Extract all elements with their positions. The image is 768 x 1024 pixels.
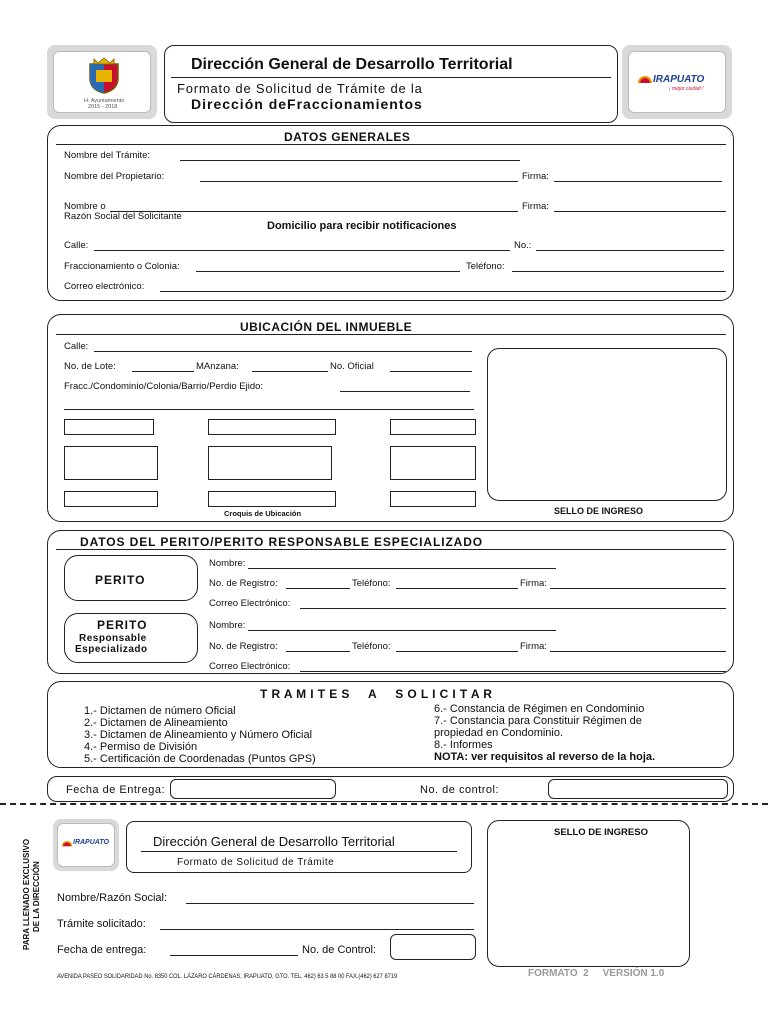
no-lote-label: No. de Lote: bbox=[64, 361, 116, 372]
fracc-field[interactable] bbox=[340, 391, 470, 392]
calle-field[interactable] bbox=[94, 250, 510, 251]
croquis-block-3 bbox=[390, 419, 476, 435]
fecha-entrega-label: Fecha de Entrega: bbox=[66, 784, 166, 796]
stub-side-label bbox=[22, 810, 52, 950]
ubicacion-divider bbox=[56, 334, 726, 335]
header-subtitle: Formato de Solicitud de Trámite de la bbox=[177, 81, 423, 96]
no-lote-field[interactable] bbox=[132, 371, 194, 372]
ubicacion-extra-line[interactable] bbox=[64, 409, 474, 410]
pre-registro-label: No. de Registro: bbox=[209, 641, 278, 652]
stub-irapuato-sun-icon bbox=[61, 838, 73, 847]
perito-telefono-field[interactable] bbox=[396, 588, 518, 589]
ubicacion-calle-field[interactable] bbox=[94, 351, 472, 352]
no-control-label: No. de control: bbox=[420, 784, 500, 796]
header-title: Dirección General de Desarrollo Territorial bbox=[191, 56, 513, 73]
irapuato-sun-icon bbox=[637, 72, 653, 84]
sello-ingreso-label: SELLO DE INGRESO bbox=[554, 506, 644, 516]
stub-formato: FORMATO 2 VERSIÓN 1.0 bbox=[528, 968, 665, 979]
correo-label: Correo electrónico: bbox=[64, 281, 145, 292]
stub-logo-frame bbox=[57, 823, 115, 867]
stub-nombre-field[interactable] bbox=[186, 903, 474, 904]
fracc-label: Fracc./Condominio/Colonia/Barrio/Perdio Ejido: bbox=[64, 381, 264, 392]
no-field[interactable] bbox=[536, 250, 724, 251]
nombre-tramite-label: Nombre del Trámite: bbox=[64, 150, 151, 161]
right-logo-panel bbox=[622, 45, 732, 119]
croquis-block-9 bbox=[390, 491, 476, 507]
datos-generales-title: DATOS GENERALES bbox=[284, 130, 411, 144]
razon-social-label: Razón Social del Solicitante bbox=[64, 211, 182, 222]
tramite-item-1: 1.- Dictamen de número Oficial bbox=[84, 705, 236, 717]
stub-title: Dirección General de Desarrollo Territorial bbox=[153, 834, 395, 849]
tramite-item-6: 6.- Constancia de Régimen en Condominio bbox=[434, 703, 645, 715]
tramite-item-3: 3.- Dictamen de Alineamiento y Número Oficial bbox=[84, 729, 313, 741]
pre-label-1: PERITO bbox=[97, 618, 148, 632]
croquis-label: Croquis de Ubicación bbox=[224, 509, 302, 518]
pre-correo-label: Correo Electrónico: bbox=[209, 661, 291, 672]
croquis-block-1 bbox=[64, 419, 154, 435]
stub-nombre-label: Nombre/Razón Social: bbox=[57, 892, 168, 904]
croquis-block-2 bbox=[208, 419, 336, 435]
perito-label-box bbox=[64, 555, 198, 601]
ubicacion-calle-label: Calle: bbox=[64, 341, 89, 352]
croquis-block-8 bbox=[208, 491, 336, 507]
tramite-item-4: 4.- Permiso de División bbox=[84, 741, 198, 753]
stub-title-divider bbox=[141, 851, 457, 852]
stub-side-line-2: DE LA DIRECCIÓN bbox=[32, 861, 41, 932]
fraccionamiento-label: Fraccionamiento o Colonia: bbox=[64, 261, 180, 272]
fraccionamiento-field[interactable] bbox=[196, 271, 460, 272]
pre-label-box bbox=[64, 613, 198, 663]
stub-brand: IRAPUATO bbox=[73, 839, 109, 846]
perito-nombre-field[interactable] bbox=[248, 568, 556, 569]
perito-registro-field[interactable] bbox=[286, 588, 350, 589]
stub-control-label: No. de Control: bbox=[302, 944, 376, 956]
correo-field[interactable] bbox=[160, 291, 726, 292]
no-label: No.: bbox=[514, 240, 532, 251]
telefono-field[interactable] bbox=[512, 271, 724, 272]
entrega-section bbox=[47, 776, 734, 802]
datos-generales-divider bbox=[56, 144, 726, 145]
nombre-propietario-label: Nombre del Propietario: bbox=[64, 171, 165, 182]
pre-label-3: Especializado bbox=[75, 644, 148, 655]
croquis-block-4 bbox=[64, 446, 158, 480]
tramites-title: T R A M I T E S A S O L I C I T A R bbox=[260, 687, 493, 701]
perito-registro-label: No. de Registro: bbox=[209, 578, 278, 589]
stub-sello-label: SELLO DE INGRESO bbox=[554, 827, 648, 838]
perito-nombre-label: Nombre: bbox=[209, 558, 246, 569]
no-control-field[interactable] bbox=[548, 779, 728, 799]
stub-logo-panel bbox=[53, 819, 119, 871]
firma-field-2[interactable] bbox=[554, 211, 726, 212]
tramite-item-2: 2.- Dictamen de Alineamiento bbox=[84, 717, 228, 729]
right-brand: IRAPUATO bbox=[653, 74, 705, 85]
left-logo-panel bbox=[47, 45, 157, 119]
perito-divider bbox=[56, 549, 726, 550]
nombre-tramite-field[interactable] bbox=[180, 160, 520, 161]
stub-control-field[interactable] bbox=[390, 934, 476, 960]
stub-subtitle: Formato de Solicitud de Trámite bbox=[177, 857, 335, 868]
manzana-label: MAnzana: bbox=[196, 361, 239, 372]
perito-section bbox=[47, 530, 734, 674]
perito-firma-field[interactable] bbox=[550, 588, 726, 589]
telefono-label: Teléfono: bbox=[466, 261, 505, 272]
ubicacion-section bbox=[47, 314, 734, 522]
sello-ingreso-box bbox=[487, 348, 727, 501]
perito-correo-field[interactable] bbox=[300, 608, 726, 609]
ubicacion-title: UBICACIÓN DEL INMUEBLE bbox=[240, 320, 413, 334]
domicilio-title: Domicilio para recibir notificaciones bbox=[267, 220, 457, 232]
tramite-item-7: 7.- Constancia para Constituir Régimen de bbox=[434, 715, 642, 727]
nombre-o-label: Nombre o bbox=[64, 201, 106, 212]
tramite-item-5: 5.- Certificación de Coordenadas (Puntos GPS) bbox=[84, 753, 316, 765]
institution-caption: H. Ayuntamiento bbox=[84, 98, 125, 104]
tramite-item-8: 8.- Informes bbox=[434, 739, 493, 751]
left-logo-frame bbox=[53, 51, 151, 113]
pre-correo-field[interactable] bbox=[300, 671, 726, 672]
perito-correo-label: Correo Electrónico: bbox=[209, 598, 291, 609]
firma-field-1[interactable] bbox=[554, 181, 722, 182]
pre-firma-label: Firma: bbox=[520, 641, 547, 652]
right-logo-frame bbox=[628, 51, 726, 113]
stub-tramite-field[interactable] bbox=[160, 929, 474, 930]
header-title-box bbox=[164, 45, 618, 123]
pre-registro-field[interactable] bbox=[286, 651, 350, 652]
croquis-block-6 bbox=[390, 446, 476, 480]
pre-label-2: Responsable bbox=[79, 633, 147, 644]
firma-label-1: Firma: bbox=[522, 171, 549, 182]
no-oficial-field[interactable] bbox=[390, 371, 472, 372]
institution-years: 2015 - 2018 bbox=[88, 104, 118, 110]
croquis-block-5 bbox=[208, 446, 332, 480]
manzana-field[interactable] bbox=[252, 371, 328, 372]
coat-of-arms-icon bbox=[86, 56, 122, 94]
stub-side-line-1: PARA LLENADO EXCLUSIVO bbox=[22, 838, 31, 950]
cut-line bbox=[0, 803, 768, 805]
tramites-section bbox=[47, 681, 734, 768]
header-divider bbox=[171, 77, 611, 78]
fecha-entrega-field[interactable] bbox=[170, 779, 336, 799]
firma-label-2: Firma: bbox=[522, 201, 549, 212]
pre-nombre-field[interactable] bbox=[248, 630, 556, 631]
pre-telefono-label: Teléfono: bbox=[352, 641, 391, 652]
stub-address: AVENIDA PASEO SOLIDARIDAD No. 8350 COL. LÁZARO CÁRDENAS, IRAPUATO, GTO. TEL. 462) 63 5 88 00 FAX.(462) 627 8719 bbox=[57, 973, 398, 980]
stub-fecha-label: Fecha de entrega: bbox=[57, 944, 147, 956]
no-oficial-label: No. Oficial bbox=[330, 361, 374, 372]
stub-title-box bbox=[126, 821, 472, 873]
tramite-item-7-cont: propiedad en Condominio. bbox=[434, 727, 564, 739]
tramites-nota: NOTA: ver requisitos al reverso de la hoja. bbox=[434, 751, 656, 763]
stub-fecha-field[interactable] bbox=[170, 955, 298, 956]
perito-label: PERITO bbox=[95, 573, 146, 587]
nombre-propietario-field[interactable] bbox=[200, 181, 518, 182]
perito-firma-label: Firma: bbox=[520, 578, 547, 589]
pre-nombre-label: Nombre: bbox=[209, 620, 246, 631]
croquis-block-7 bbox=[64, 491, 158, 507]
perito-title: DATOS DEL PERITO/PERITO RESPONSABLE ESPECIALIZADO bbox=[80, 535, 484, 549]
pre-telefono-field[interactable] bbox=[396, 651, 518, 652]
right-brand-tagline: ¡ mejor ciudad ! bbox=[669, 86, 704, 92]
datos-generales-section bbox=[47, 125, 734, 301]
pre-firma-field[interactable] bbox=[550, 651, 726, 652]
stub-tramite-label: Trámite solicitado: bbox=[57, 918, 146, 930]
perito-telefono-label: Teléfono: bbox=[352, 578, 391, 589]
stub-sello-box bbox=[487, 820, 690, 967]
calle-label: Calle: bbox=[64, 240, 89, 251]
header-subtitle-2: Dirección deFraccionamientos bbox=[191, 96, 423, 112]
